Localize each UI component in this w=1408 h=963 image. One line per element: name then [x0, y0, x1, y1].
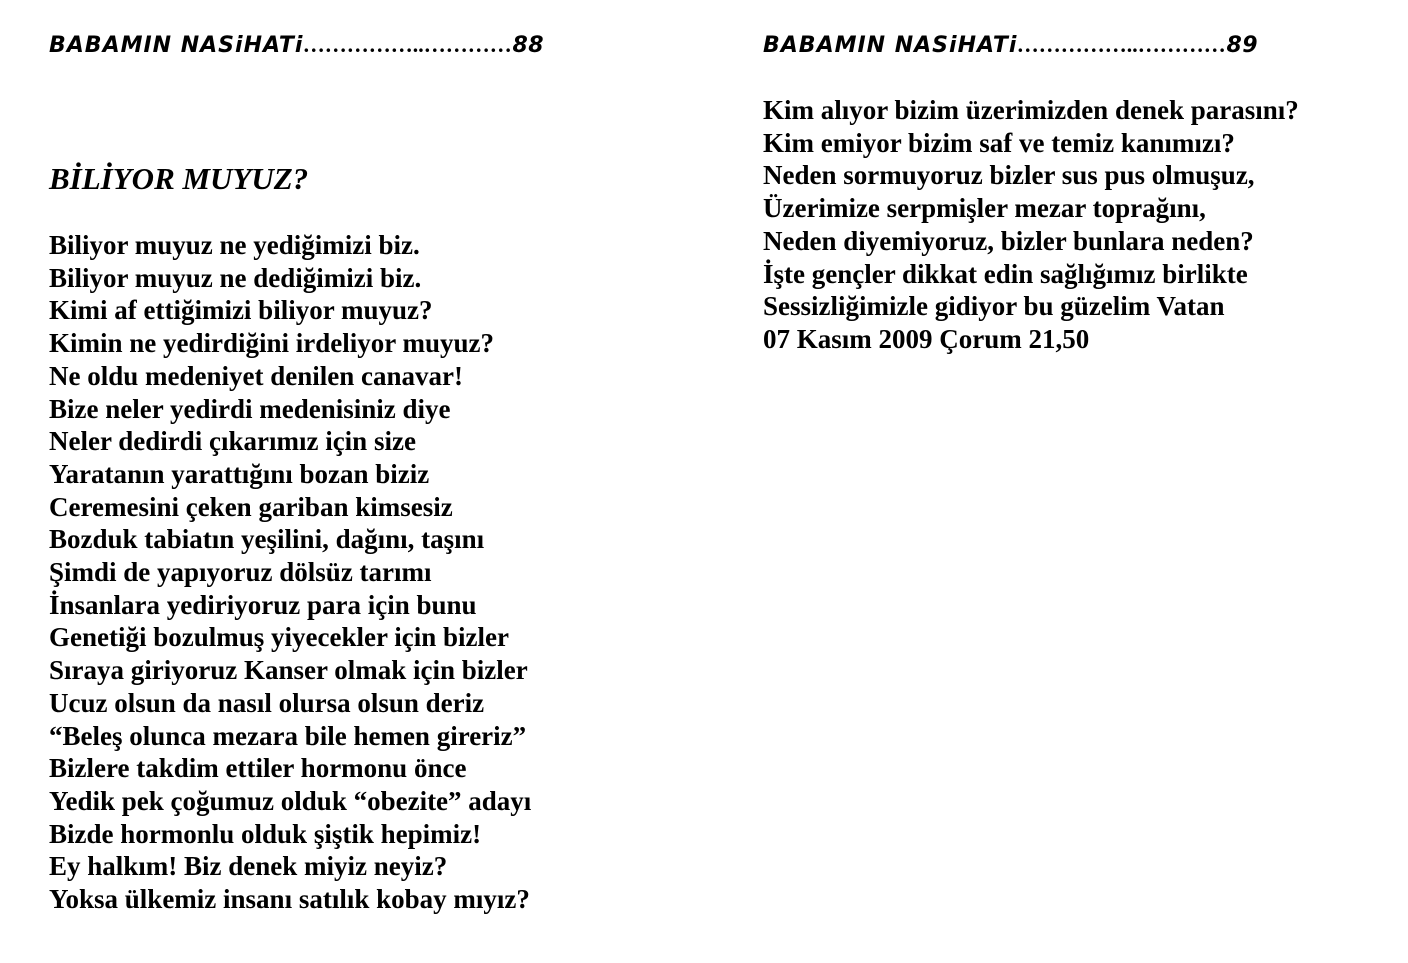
book-title: BABAMIN NASiHATi	[763, 33, 1018, 58]
poem-line: Sessizliğimizle gidiyor bu güzelim Vatan	[763, 291, 1225, 322]
poem-body-left	[49, 229, 531, 916]
poem-line: Yedik pek çoğumuz olduk “obezite” adayı	[49, 785, 532, 816]
running-header-left	[49, 30, 544, 61]
poem-line: Kim alıyor bizim üzerimizden denek parasını?	[763, 95, 1299, 125]
poem-line: Yoksa ülkemiz insanı satılık kobay mıyız?	[49, 884, 530, 915]
poem-title: BİLİYOR MUYUZ?	[49, 161, 309, 196]
poem-line: Neler dedirdi çıkarımız için size	[49, 426, 416, 457]
poem-line: Üzerimize serpmişler mezar toprağını,	[763, 193, 1206, 224]
poem-line: 07 Kasım 2009 Çorum 21,50	[763, 323, 1090, 354]
poem-line: Sıraya giriyoruz Kanser olmak için bizler	[49, 655, 528, 686]
poem-line: Bize neler yedirdi medenisiniz diye	[49, 393, 451, 424]
poem-line: Neden sormuyoruz bizler sus pus olmuşuz,	[763, 160, 1255, 191]
poem-line: İşte gençler dikkat edin sağlığımız birlikte	[763, 258, 1248, 289]
poem-line: Ne oldu medeniyet denilen canavar!	[49, 360, 463, 391]
page-number: 88	[512, 33, 545, 58]
poem-line: Biliyor muyuz ne yediğimizi biz.	[49, 230, 420, 260]
poem-line: Bizlere takdim ettiler hormonu önce	[49, 753, 467, 784]
poem-line: Kimin ne yedirdiğini irdeliyor muyuz?	[49, 328, 495, 359]
poem-line: Yaratanın yarattığını bozan biziz	[49, 458, 430, 489]
poem-line: Ucuz olsun da nasıl olursa olsun deriz	[49, 687, 485, 718]
poem-line: İnsanlara yediriyoruz para için bunu	[49, 589, 477, 620]
running-header-right	[763, 30, 1258, 61]
header-dots: ……………..…………	[303, 32, 513, 57]
poem-line: Biliyor muyuz ne dediğimizi biz.	[49, 262, 422, 293]
poem-body-right	[763, 94, 1299, 356]
poem-line: Ey halkım! Biz denek miyiz neyiz?	[49, 851, 448, 882]
poem-line: Ceremesini çeken gariban kimsesiz	[49, 491, 453, 522]
poem-line: Bozduk tabiatın yeşilini, dağını, taşını	[49, 524, 485, 555]
book-title: BABAMIN NASiHATi	[49, 33, 304, 58]
poem-line: Bizde hormonlu olduk şiştik hepimiz!	[49, 818, 482, 849]
page-number: 89	[1226, 33, 1259, 58]
poem-line: Genetiği bozulmuş yiyecekler için bizler	[49, 622, 509, 653]
poem-line: “Beleş olunca mezara bile hemen gireriz”	[49, 720, 527, 751]
poem-line: Kimi af ettiğimizi biliyor muyuz?	[49, 295, 433, 326]
poem-line: Neden diyemiyoruz, bizler bunlara neden?	[763, 225, 1254, 256]
poem-line: Şimdi de yapıyoruz dölsüz tarımı	[49, 557, 432, 588]
header-dots: ……………..…………	[1017, 32, 1227, 57]
poem-line: Kim emiyor bizim saf ve temiz kanımızı?	[763, 127, 1235, 158]
